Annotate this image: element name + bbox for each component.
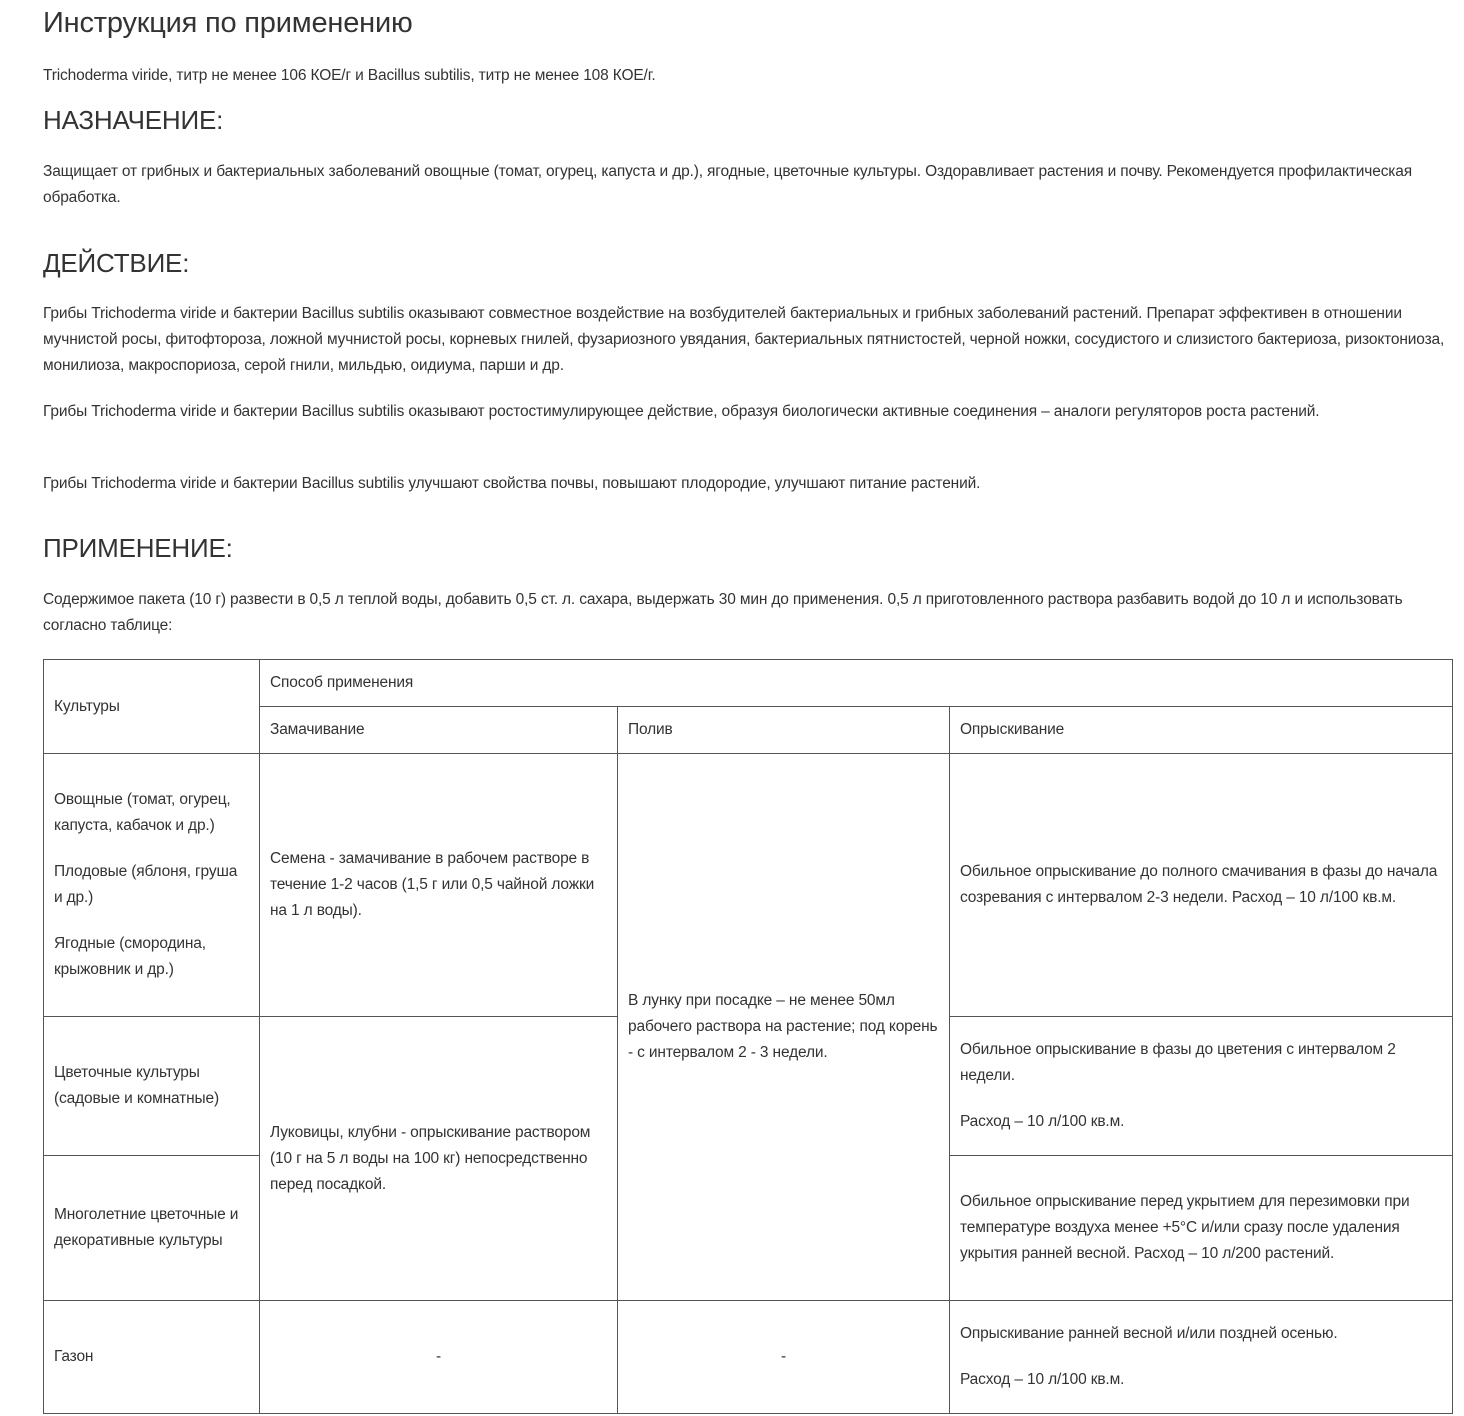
cell-lawn-soaking: -: [260, 1301, 618, 1414]
cell-perennial-cultures: Многолетние цветочные и декоративные культуры: [44, 1156, 260, 1301]
cell-watering-common: В лунку при посадке – не менее 50мл рабочего раствора на растение; под корень - с интервалом 2 - 3 недели.: [618, 754, 950, 1301]
cell-flower-cultures: Цветочные культуры (садовые и комнатные): [44, 1017, 260, 1156]
table-row: [44, 1301, 1453, 1414]
action-paragraph: Грибы Trichoderma viride и бактерии Bacillus subtilis оказывают совместное воздействие на возбудителей бактериальных и грибных заболеваний растений. Препарат эффективен в отношении мучнистой росы, фитофтороза, ложной мучнистой росы, корневых гнилей, фузариозного увядания, бактериальных пятнистостей, черной ножки, сосудистого и слизистого бактериоза, ризоктониоза, монилиоза, макроспориоза, серой гнили, мильдью, оидиума, парши и др.: [43, 305, 1445, 374]
cell-lawn-watering: -: [618, 1301, 950, 1414]
spraying-text: Обильное опрыскивание в фазы до цветения с интервалом 2 недели.: [960, 1041, 1396, 1084]
header-method: Способ применения: [260, 660, 1453, 707]
application-text: Содержимое пакета (10 г) развести в 0,5 л теплой воды, добавить 0,5 ст. л. сахара, выдержать 30 мин до применения. 0,5 л приготовленного раствора разбавить водой до 10 л и использовать согласно таблице:: [43, 591, 1403, 634]
action-paragraph: Грибы Trichoderma viride и бактерии Bacillus subtilis улучшают свойства почвы, повышают плодородие, улучшают питание растений.: [43, 475, 981, 492]
cell-bulbs-soaking: Луковицы, клубни - опрыскивание раствором (10 г на 5 л воды на 100 кг) непосредственно перед посадкой.: [260, 1017, 618, 1301]
page-title: Инструкция по применению: [43, 7, 413, 39]
header-watering: Полив: [618, 707, 950, 754]
spraying-rate: Расход – 10 л/100 кв.м.: [960, 1113, 1125, 1130]
table-row: [44, 754, 1453, 1017]
action-paragraph: Грибы Trichoderma viride и бактерии Bacillus subtilis оказывают ростостимулирующее действие, образуя биологически активные соединения – аналоги регуляторов роста растений.: [43, 403, 1320, 420]
composition-text: Trichoderma viride, титр не менее 106 КОЕ/г и Bacillus subtilis, титр не менее 108 КОЕ/г.: [43, 67, 656, 84]
header-soaking: Замачивание: [260, 707, 618, 754]
cell-veg-soaking: Семена - замачивание в рабочем растворе в течение 1-2 часов (1,5 г или 0,5 чайной ложки на 1 л воды).: [260, 754, 618, 1017]
spraying-rate: Расход – 10 л/100 кв.м.: [960, 1371, 1125, 1388]
cell-perennial-spraying: Обильное опрыскивание перед укрытием для перезимовки при температуре воздуха менее +5°С и/или сразу после удаления укрытия ранней весной. Расход – 10 л/200 растений.: [950, 1156, 1453, 1301]
application-table: [43, 659, 1453, 1414]
cell-flower-spraying: [950, 1017, 1453, 1156]
action-heading: ДЕЙСТВИЕ:: [43, 248, 190, 278]
header-cultures: Культуры: [44, 660, 260, 754]
cell-veg-cultures: [44, 754, 260, 1017]
cell-lawn-cultures: Газон: [44, 1301, 260, 1414]
culture-item: Плодовые (яблоня, груша и др.): [54, 863, 238, 906]
application-heading: ПРИМЕНЕНИЕ:: [43, 533, 233, 563]
cell-veg-spraying: Обильное опрыскивание до полного смачивания в фазы до начала созревания с интервалом 2-3 недели. Расход – 10 л/100 кв.м.: [950, 754, 1453, 1017]
culture-item: Ягодные (смородина, крыжовник и др.): [54, 935, 206, 978]
purpose-heading: НАЗНАЧЕНИЕ:: [43, 105, 224, 135]
spraying-text: Опрыскивание ранней весной и/или поздней осенью.: [960, 1325, 1338, 1342]
culture-item: Овощные (томат, огурец, капуста, кабачок и др.): [54, 791, 231, 834]
purpose-text: Защищает от грибных и бактериальных заболеваний овощные (томат, огурец, капуста и др.), ягодные, цветочные культуры. Оздоравливает растения и почву. Рекомендуется профилактическая обработка.: [43, 163, 1412, 206]
header-spraying: Опрыскивание: [950, 707, 1453, 754]
cell-lawn-spraying: [950, 1301, 1453, 1414]
